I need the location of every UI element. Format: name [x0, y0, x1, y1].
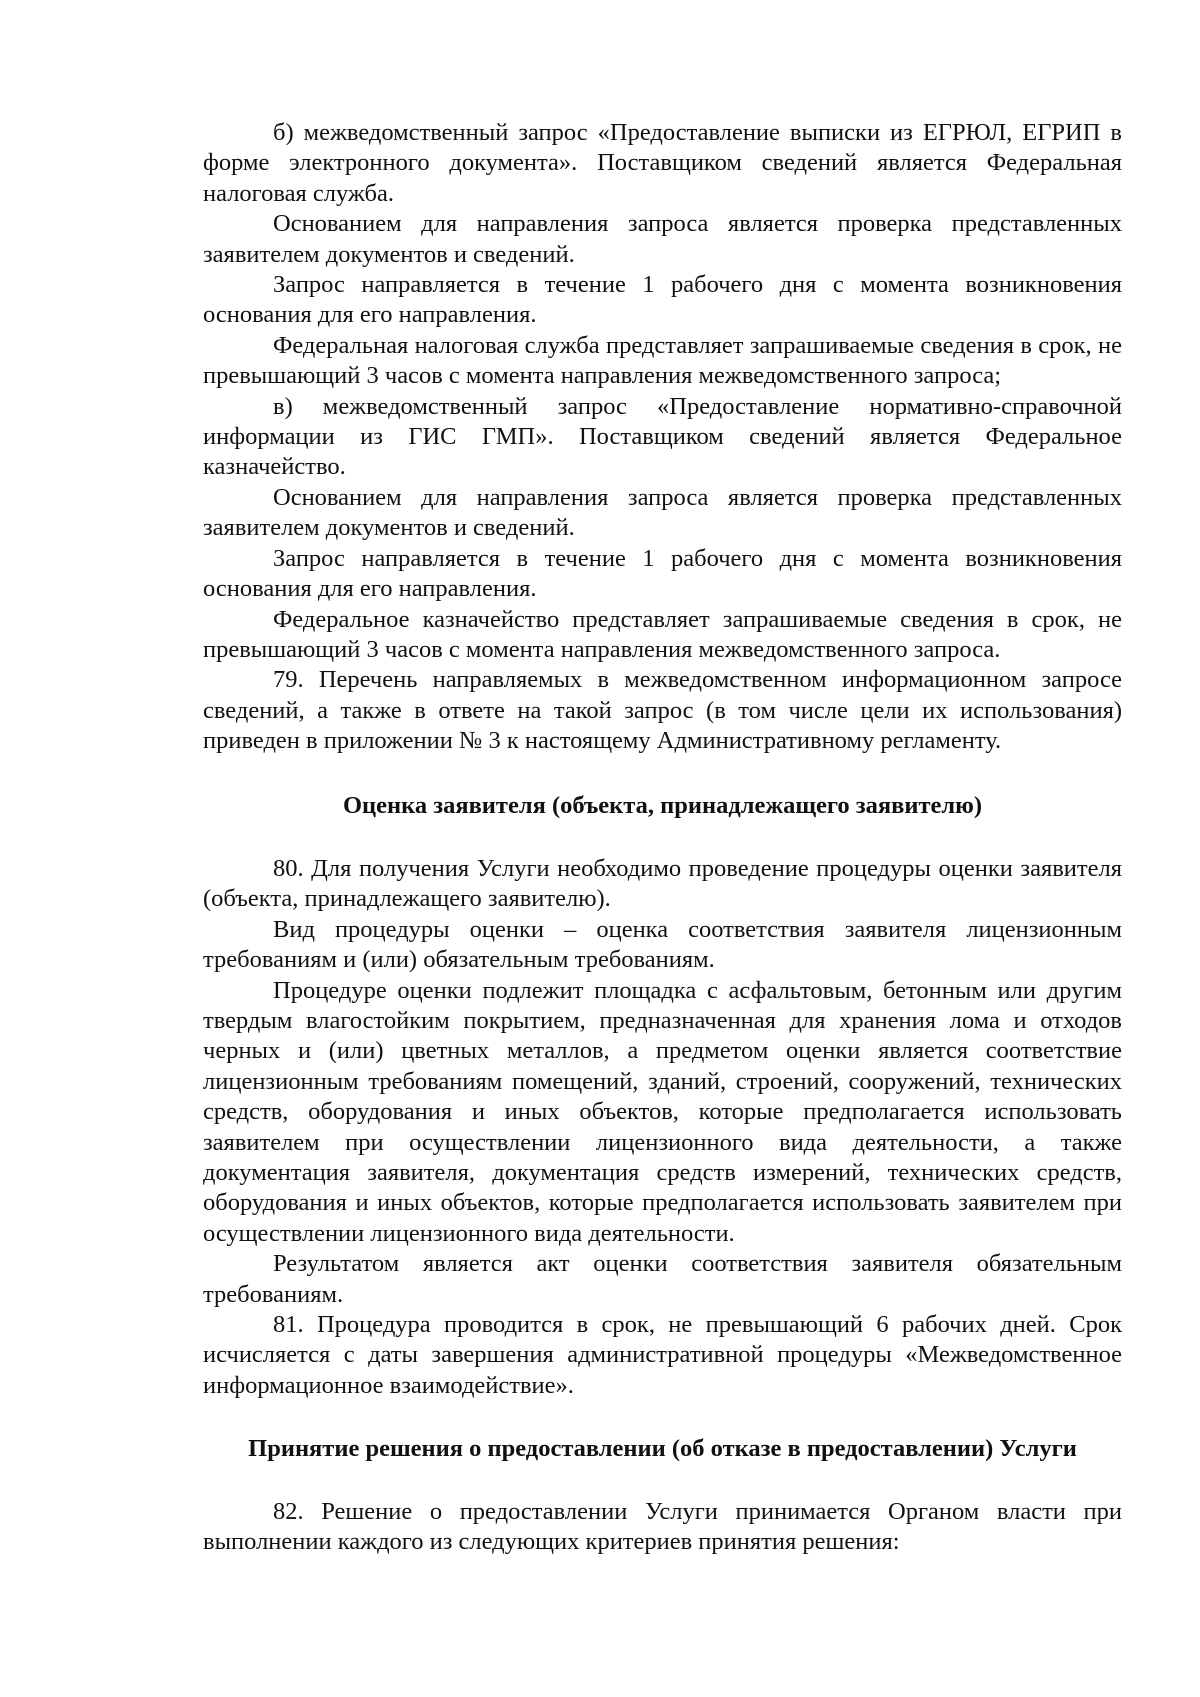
- paragraph-82: 82. Решение о предоставлении Услуги принимается Органом власти при выполнении каждого из следующих критериев принятия решения:: [203, 1497, 1122, 1556]
- paragraph-assessment-subject: Процедуре оценки подлежит площадка с асфальтовым, бетонным или другим твердым влагостойким покрытием, предназначенная для хранения лома и отходов черных и (или) цветных металлов, а предметом оценки является соответствие лицензионным требованиям помещений, зданий, строений, сооружений, технических средств, оборудования и иных объектов, которые предполагается использовать заявителем при осуществлении лицензионного вида деятельности, а также документация заявителя, документация средств измерений, технических средств, оборудования и иных объектов, которые предполагается использовать заявителем при осуществлении лицензионного вида деятельности.: [203, 976, 1122, 1247]
- section-heading-applicant-assessment: Оценка заявителя (объекта, принадлежащего заявителю): [342, 791, 983, 819]
- paragraph-assessment-result: Результатом является акт оценки соответствия заявителя обязательным требованиям.: [203, 1250, 1122, 1308]
- paragraph-request-basis-2: Основанием для направления запроса является проверка представленных заявителем документов и сведений.: [203, 483, 1122, 542]
- paragraph-request-timing-1: Запрос направляется в течение 1 рабочего дня с момента возникновения основания для его направления.: [203, 271, 1122, 329]
- paragraph-v-gis-gmp-request: в) межведомственный запрос «Предоставление нормативно-справочной информации из ГИС ГМП». Поставщиком сведений является Федеральное казначейство.: [203, 392, 1122, 481]
- paragraph-fns-response: Федеральная налоговая служба представляет запрашиваемые сведения в срок, не превышающий 3 часов с момента направления межведомственного запроса;: [203, 331, 1122, 390]
- document-page: [203, 118, 1122, 1557]
- paragraph-treasury-response: Федеральное казначейство представляет запрашиваемые сведения в срок, не превышающий 3 часов с момента направления межведомственного запроса.: [203, 605, 1122, 663]
- paragraph-79: 79. Перечень направляемых в межведомственном информационном запросе сведений, а также в ответе на такой запрос (в том числе цели их использования) приведен в приложении № 3 к настоящему Административному регламенту.: [203, 666, 1122, 755]
- paragraph-request-basis-1: Основанием для направления запроса является проверка представленных заявителем документов и сведений.: [203, 210, 1122, 268]
- section-body-assessment: [203, 854, 1122, 1401]
- section-heading-decision: Принятие решения о предоставлении (об отказе в предоставлении) Услуги: [248, 1435, 1077, 1463]
- paragraph-assessment-type: Вид процедуры оценки – оценка соответствия заявителя лицензионным требованиям и (или) обязательным требованиям.: [203, 915, 1122, 974]
- paragraph-request-timing-2: Запрос направляется в течение 1 рабочего дня с момента возникновения основания для его направления.: [203, 544, 1122, 603]
- paragraph-81: 81. Процедура проводится в срок, не превышающий 6 рабочих дней. Срок исчисляется с даты завершения административной процедуры «Межведомственное информационное взаимодействие».: [203, 1311, 1122, 1399]
- section-body-decision: [203, 1497, 1122, 1558]
- paragraph-b-egrul-request: б) межведомственный запрос «Предоставление выписки из ЕГРЮЛ, ЕГРИП в форме электронного документа». Поставщиком сведений является Федеральная налоговая служба.: [203, 119, 1122, 207]
- paragraph-80: 80. Для получения Услуги необходимо проведение процедуры оценки заявителя (объекта, принадлежащего заявителю).: [203, 854, 1122, 913]
